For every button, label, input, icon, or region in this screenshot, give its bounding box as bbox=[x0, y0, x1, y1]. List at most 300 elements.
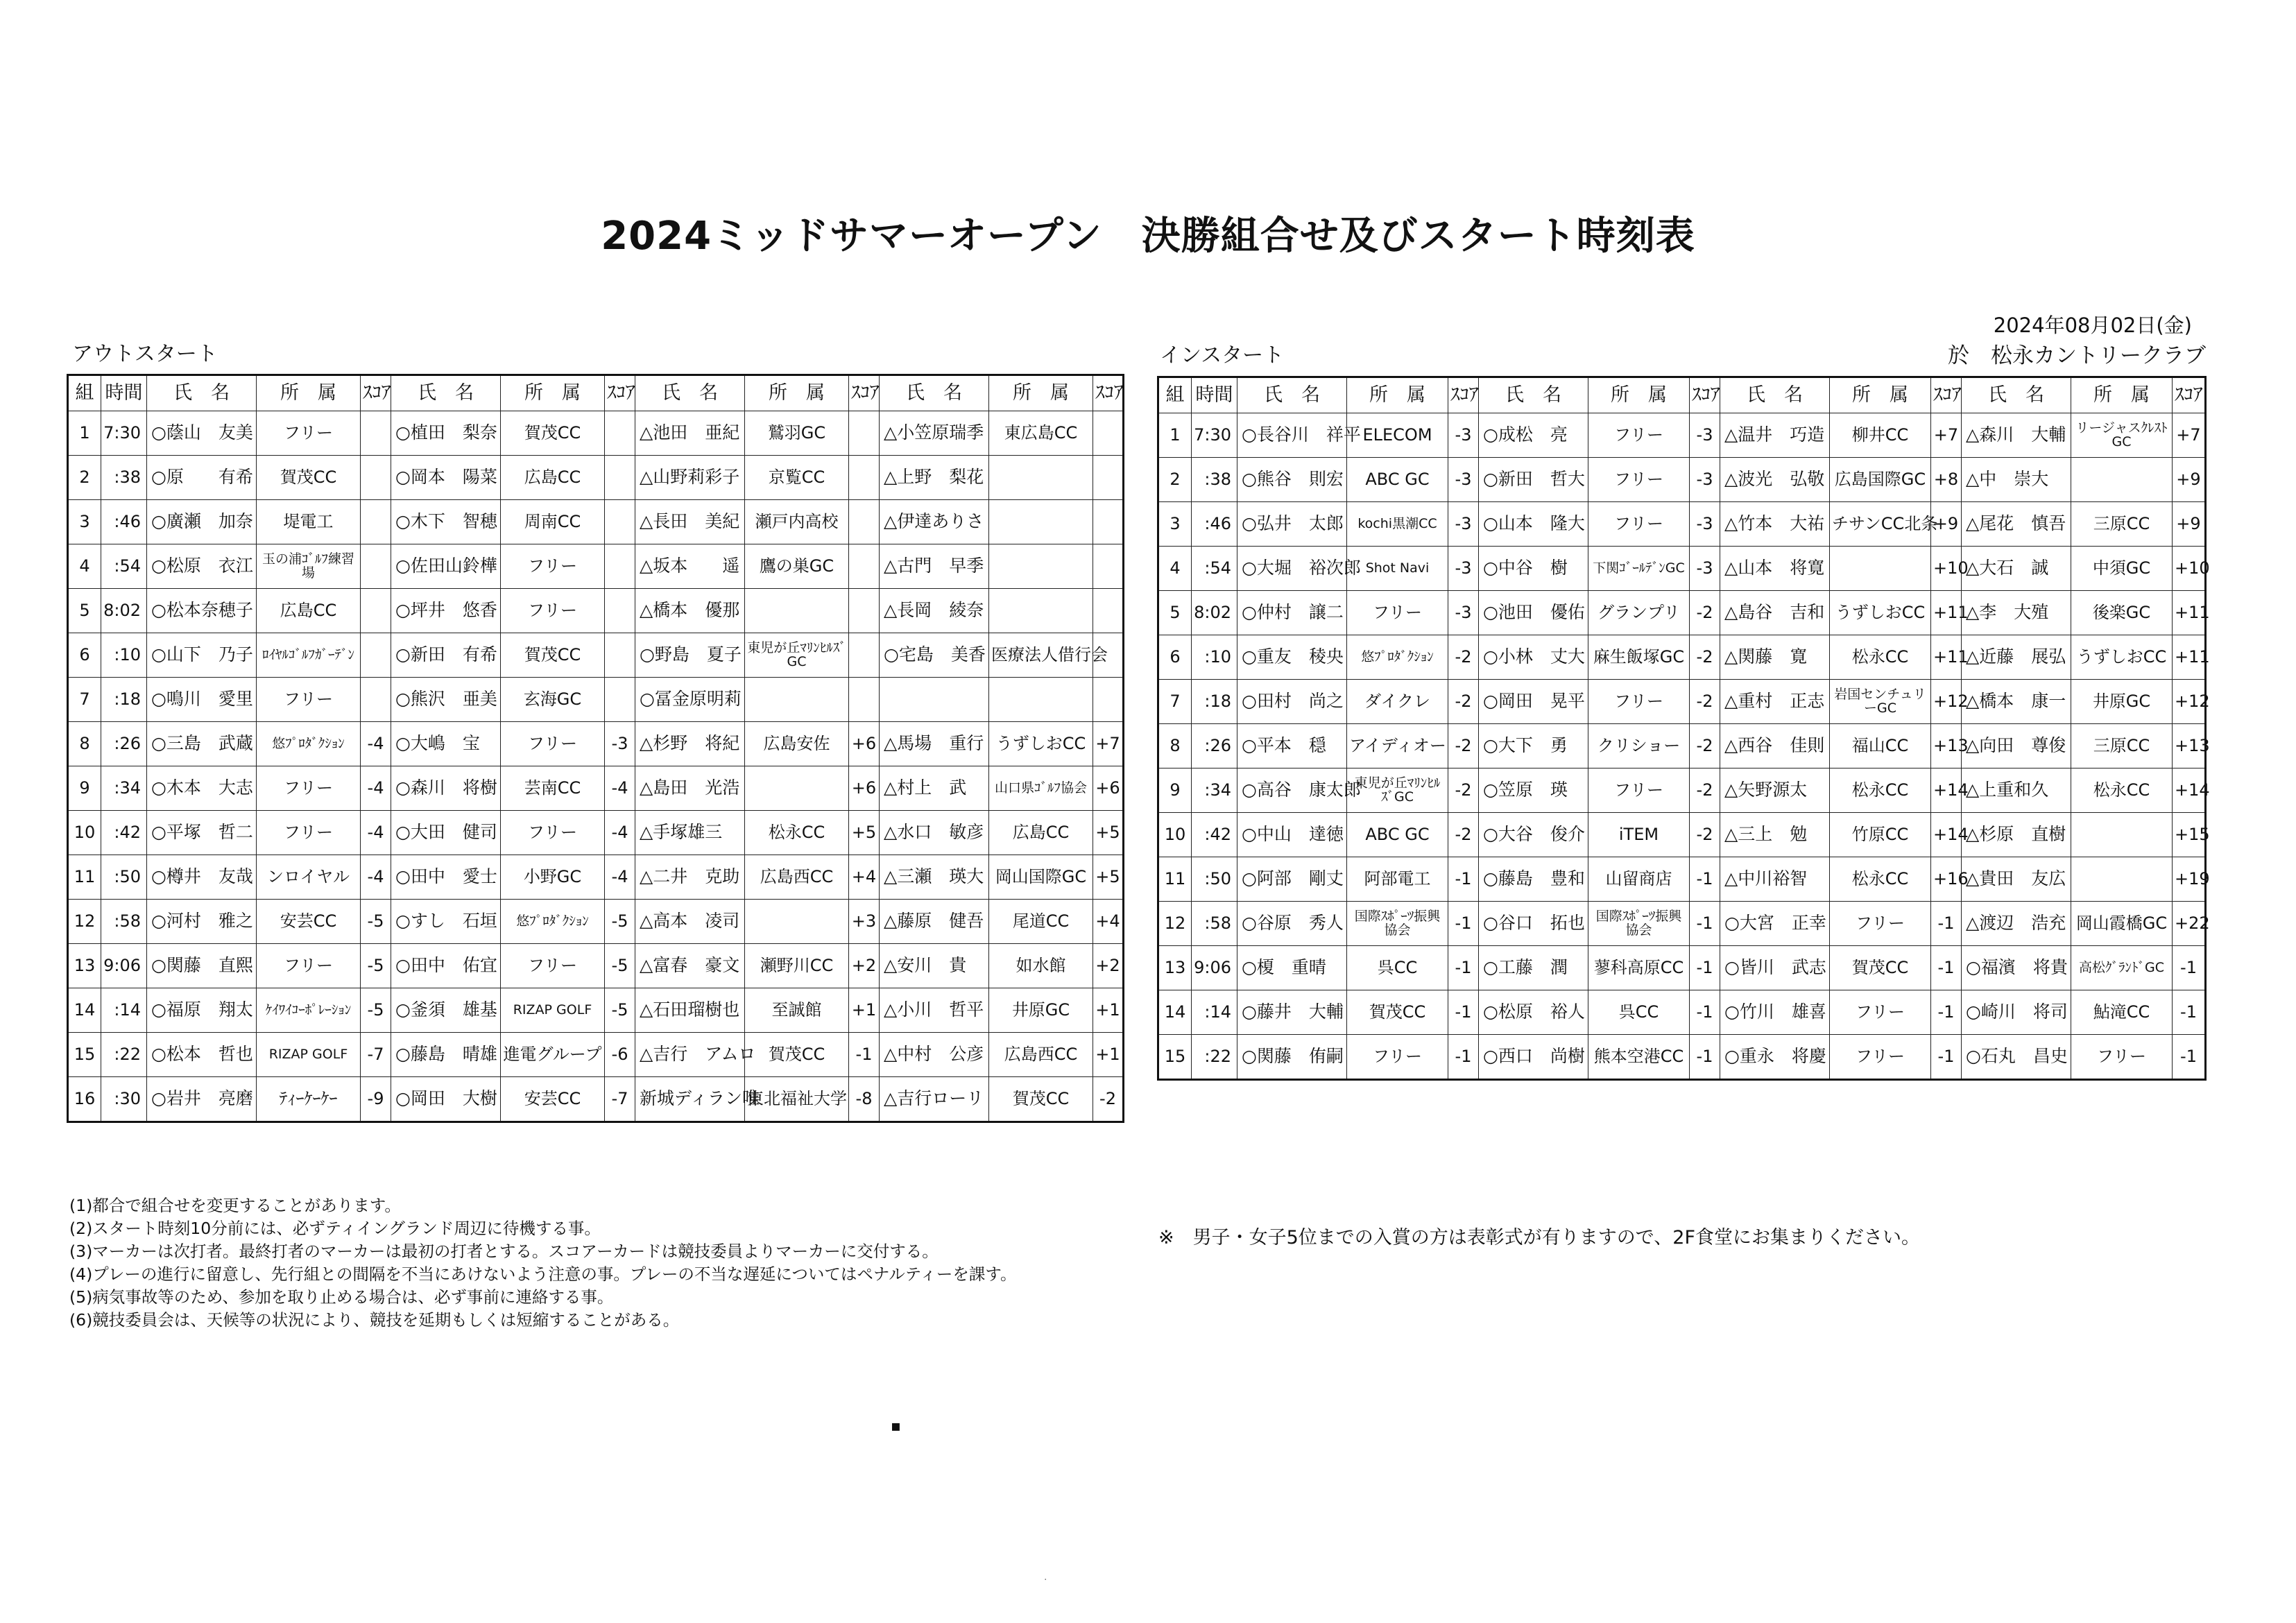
player-name-cell: △大石 誠 bbox=[1962, 547, 2071, 591]
affiliation-cell: うずしおCC bbox=[2071, 635, 2173, 680]
start-time-cell: :46 bbox=[1192, 502, 1237, 547]
start-time-cell: :34 bbox=[1192, 768, 1237, 813]
start-time-cell: :42 bbox=[1192, 813, 1237, 857]
affiliation-cell: 賀茂CC bbox=[989, 1077, 1093, 1122]
note-item: (3)マーカーは次打者。最終打者のマーカーは最初の打者とする。スコアーカードは競技委員よりマーカーに交付する。 bbox=[69, 1242, 939, 1261]
score-cell: -2 bbox=[1448, 724, 1479, 768]
player-name-cell: △伊達ありさ bbox=[880, 500, 989, 544]
table-row bbox=[1158, 1035, 2206, 1080]
player-name-cell: ○新田 哲大 bbox=[1479, 458, 1588, 502]
table-row bbox=[1158, 413, 2206, 458]
start-time-cell: :26 bbox=[1192, 724, 1237, 768]
start-time-cell: :10 bbox=[101, 633, 147, 678]
score-cell: -4 bbox=[605, 855, 635, 900]
affiliation-cell: RIZAP GOLF bbox=[257, 1033, 361, 1077]
group-number-cell: 9 bbox=[1158, 768, 1192, 813]
score-cell: -5 bbox=[605, 988, 635, 1033]
score-cell: +5 bbox=[1093, 855, 1124, 900]
score-cell: +3 bbox=[849, 900, 880, 944]
player-name-cell: △安川 貴 bbox=[880, 944, 989, 988]
group-number-cell: 1 bbox=[68, 411, 101, 456]
player-name-cell: ○すし 石垣 bbox=[391, 900, 501, 944]
in-col-header: 氏 名 bbox=[1962, 377, 2071, 413]
out-body bbox=[68, 411, 1124, 1122]
affiliation-cell: アイディオー bbox=[1347, 724, 1448, 768]
player-name-cell: ○成松 亮 bbox=[1479, 413, 1588, 458]
note-item: (1)都合で組合せを変更することがあります。 bbox=[69, 1196, 401, 1215]
affiliation-cell: フリー bbox=[257, 411, 361, 456]
score-cell: +6 bbox=[849, 722, 880, 766]
score-cell bbox=[605, 544, 635, 589]
score-cell: -7 bbox=[605, 1077, 635, 1122]
player-name-cell: △藤原 健吾 bbox=[880, 900, 989, 944]
affiliation-cell: フリー bbox=[501, 589, 605, 633]
affiliation-cell: 周南CC bbox=[501, 500, 605, 544]
score-cell bbox=[1093, 589, 1124, 633]
score-cell bbox=[1093, 456, 1124, 500]
score-cell: +1 bbox=[849, 988, 880, 1033]
score-cell: -5 bbox=[361, 900, 391, 944]
affiliation-cell: 京覧CC bbox=[745, 456, 849, 500]
affiliation-cell: kochi黒潮CC bbox=[1347, 502, 1448, 547]
score-cell: +14 bbox=[2173, 768, 2206, 813]
out-start-label: アウトスタート bbox=[72, 342, 218, 366]
affiliation-cell: 鷹の巣GC bbox=[745, 544, 849, 589]
player-name-cell: ○岩井 亮磨 bbox=[147, 1077, 257, 1122]
affiliation-cell: 阿部電工 bbox=[1347, 857, 1448, 902]
score-cell bbox=[361, 633, 391, 678]
player-name-cell: △中村 公彦 bbox=[880, 1033, 989, 1077]
player-name-cell: ○藤島 豊和 bbox=[1479, 857, 1588, 902]
score-cell: +10 bbox=[2173, 547, 2206, 591]
affiliation-cell: ﾛｲﾔﾙｺﾞﾙﾌｶﾞｰﾃﾞﾝ bbox=[257, 633, 361, 678]
player-name-cell: △富春 豪文 bbox=[635, 944, 745, 988]
score-cell: -9 bbox=[361, 1077, 391, 1122]
score-cell: +6 bbox=[849, 766, 880, 811]
player-name-cell: △杉原 直樹 bbox=[1962, 813, 2071, 857]
affiliation-cell: 玄海GC bbox=[501, 678, 605, 722]
affiliation-cell: 悠ﾌﾟﾛﾀﾞｸｼｮﾝ bbox=[1347, 635, 1448, 680]
affiliation-cell: 高松ｸﾞﾗﾝﾄﾞGC bbox=[2071, 946, 2173, 990]
score-cell: +13 bbox=[2173, 724, 2206, 768]
player-name-cell: ○大宮 正幸 bbox=[1720, 902, 1830, 946]
affiliation-cell bbox=[989, 456, 1093, 500]
player-name-cell: ○阿部 剛丈 bbox=[1237, 857, 1347, 902]
score-cell bbox=[361, 500, 391, 544]
affiliation-cell: 呉CC bbox=[1347, 946, 1448, 990]
player-name-cell: △小笠原瑞季 bbox=[880, 411, 989, 456]
affiliation-cell: 山留商店 bbox=[1588, 857, 1690, 902]
note-item: (6)競技委員会は、天候等の状況により、競技を延期もしくは短縮することがある。 bbox=[69, 1310, 680, 1330]
note-item: (4)プレーの進行に留意し、先行組との間隔を不当にあけないよう注意の事。プレーの不当な遅延についてはペナルティーを課す。 bbox=[69, 1264, 1017, 1284]
in-col-header: 所 属 bbox=[2071, 377, 2173, 413]
player-name-cell: ○松原 衣江 bbox=[147, 544, 257, 589]
score-cell: -4 bbox=[605, 766, 635, 811]
score-cell: -3 bbox=[1448, 547, 1479, 591]
score-cell: +5 bbox=[1093, 811, 1124, 855]
group-number-cell: 15 bbox=[68, 1033, 101, 1077]
affiliation-cell: フリー bbox=[1588, 680, 1690, 724]
table-row bbox=[1158, 635, 2206, 680]
score-cell: +14 bbox=[1931, 813, 1962, 857]
score-cell: -8 bbox=[849, 1077, 880, 1122]
player-name-cell: △渡辺 浩充 bbox=[1962, 902, 2071, 946]
player-name-cell: ○工藤 潤 bbox=[1479, 946, 1588, 990]
score-cell: -2 bbox=[1690, 591, 1720, 635]
player-name-cell: ○熊谷 則宏 bbox=[1237, 458, 1347, 502]
table-row bbox=[1158, 990, 2206, 1035]
table-row bbox=[1158, 813, 2206, 857]
affiliation-cell bbox=[745, 900, 849, 944]
affiliation-cell: RIZAP GOLF bbox=[501, 988, 605, 1033]
score-cell: -1 bbox=[1448, 990, 1479, 1035]
player-name-cell: △矢野源太 bbox=[1720, 768, 1830, 813]
in-col-header: 所 属 bbox=[1347, 377, 1448, 413]
affiliation-cell: 広島CC bbox=[989, 811, 1093, 855]
score-cell: -2 bbox=[1448, 813, 1479, 857]
player-name-cell: △池田 亜紀 bbox=[635, 411, 745, 456]
score-cell: -1 bbox=[1931, 990, 1962, 1035]
affiliation-cell: 山口県ｺﾞﾙﾌ協会 bbox=[989, 766, 1093, 811]
affiliation-cell: フリー bbox=[257, 766, 361, 811]
player-name-cell: △長岡 綾奈 bbox=[880, 589, 989, 633]
group-number-cell: 4 bbox=[68, 544, 101, 589]
player-name-cell: ○木本 大志 bbox=[147, 766, 257, 811]
score-cell: -2 bbox=[1448, 680, 1479, 724]
score-cell bbox=[1093, 500, 1124, 544]
player-name-cell: △高本 凌司 bbox=[635, 900, 745, 944]
affiliation-cell: 井原GC bbox=[2071, 680, 2173, 724]
in-header-row bbox=[1158, 377, 2206, 413]
affiliation-cell: フリー bbox=[1588, 413, 1690, 458]
table-row bbox=[1158, 768, 2206, 813]
venue: 於 松永カントリークラブ bbox=[1948, 343, 2206, 368]
group-number-cell: 4 bbox=[1158, 547, 1192, 591]
score-cell: -4 bbox=[361, 766, 391, 811]
affiliation-cell: 柳井CC bbox=[1830, 413, 1931, 458]
score-cell: -1 bbox=[1690, 990, 1720, 1035]
player-name-cell: △尾花 慎吾 bbox=[1962, 502, 2071, 547]
player-name-cell: △貴田 友広 bbox=[1962, 857, 2071, 902]
score-cell bbox=[849, 411, 880, 456]
score-cell bbox=[1093, 411, 1124, 456]
group-number-cell: 10 bbox=[68, 811, 101, 855]
player-name-cell: △村上 武 bbox=[880, 766, 989, 811]
player-name-cell: ○廣瀬 加奈 bbox=[147, 500, 257, 544]
affiliation-cell: ﾃｨｰｹｰｹｰ bbox=[257, 1077, 361, 1122]
player-name-cell: ○野島 夏子 bbox=[635, 633, 745, 678]
affiliation-cell: フリー bbox=[501, 811, 605, 855]
player-name-cell: △水口 敏彦 bbox=[880, 811, 989, 855]
player-name-cell: ○岡田 晃平 bbox=[1479, 680, 1588, 724]
out-col-header: 氏 名 bbox=[147, 375, 257, 411]
score-cell bbox=[361, 589, 391, 633]
affiliation-cell: うずしおCC bbox=[1830, 591, 1931, 635]
score-cell: +1 bbox=[1093, 1033, 1124, 1077]
score-cell: -3 bbox=[1690, 458, 1720, 502]
score-cell: -2 bbox=[1690, 724, 1720, 768]
affiliation-cell: 賀茂CC bbox=[501, 633, 605, 678]
table-row bbox=[68, 544, 1124, 589]
affiliation-cell: フリー bbox=[2071, 1035, 2173, 1080]
affiliation-cell: 賀茂CC bbox=[1830, 946, 1931, 990]
player-name-cell: △山本 将寛 bbox=[1720, 547, 1830, 591]
score-cell: -1 bbox=[1448, 857, 1479, 902]
affiliation-cell: 国際ｽﾎﾟｰﾂ振興協会 bbox=[1347, 902, 1448, 946]
score-cell bbox=[605, 411, 635, 456]
affiliation-cell: クリショー bbox=[1588, 724, 1690, 768]
player-name-cell: ○仲村 譲二 bbox=[1237, 591, 1347, 635]
affiliation-cell bbox=[745, 589, 849, 633]
score-cell bbox=[849, 500, 880, 544]
player-name-cell: △二井 克助 bbox=[635, 855, 745, 900]
affiliation-cell: 中須GC bbox=[2071, 547, 2173, 591]
affiliation-cell: フリー bbox=[257, 678, 361, 722]
start-time-cell: :50 bbox=[101, 855, 147, 900]
player-name-cell: △山野莉彩子 bbox=[635, 456, 745, 500]
affiliation-cell: 賀茂CC bbox=[501, 411, 605, 456]
group-number-cell: 13 bbox=[1158, 946, 1192, 990]
score-cell: -5 bbox=[361, 988, 391, 1033]
start-time-cell: :50 bbox=[1192, 857, 1237, 902]
start-time-cell: :54 bbox=[1192, 547, 1237, 591]
player-name-cell: △温井 巧造 bbox=[1720, 413, 1830, 458]
player-name-cell: ○松本 哲也 bbox=[147, 1033, 257, 1077]
affiliation-cell: 松永CC bbox=[1830, 857, 1931, 902]
player-name-cell: ○関藤 直熙 bbox=[147, 944, 257, 988]
affiliation-cell: 広島西CC bbox=[989, 1033, 1093, 1077]
score-cell: +9 bbox=[2173, 502, 2206, 547]
start-time-cell: :46 bbox=[101, 500, 147, 544]
affiliation-cell: フリー bbox=[1830, 902, 1931, 946]
score-cell: -1 bbox=[1690, 857, 1720, 902]
table-row bbox=[1158, 946, 2206, 990]
player-name-cell: ○藤井 大輔 bbox=[1237, 990, 1347, 1035]
group-number-cell: 3 bbox=[68, 500, 101, 544]
start-time-cell: :34 bbox=[101, 766, 147, 811]
group-number-cell: 6 bbox=[1158, 635, 1192, 680]
group-number-cell: 14 bbox=[68, 988, 101, 1033]
score-cell: -2 bbox=[1690, 768, 1720, 813]
score-cell: +22 bbox=[2173, 902, 2206, 946]
player-name-cell: ○小林 丈大 bbox=[1479, 635, 1588, 680]
affiliation-cell: フリー bbox=[1588, 502, 1690, 547]
group-number-cell: 16 bbox=[68, 1077, 101, 1122]
affiliation-cell: 松永CC bbox=[1830, 768, 1931, 813]
affiliation-cell: 小野GC bbox=[501, 855, 605, 900]
affiliation-cell: 悠ﾌﾟﾛﾀﾞｸｼｮﾝ bbox=[257, 722, 361, 766]
affiliation-cell: ｹｲﾜｲｺｰﾎﾟﾚｰｼｮﾝ bbox=[257, 988, 361, 1033]
score-cell: -1 bbox=[1690, 902, 1720, 946]
table-row bbox=[68, 633, 1124, 678]
score-cell: +2 bbox=[1093, 944, 1124, 988]
score-cell: -3 bbox=[1448, 502, 1479, 547]
affiliation-cell bbox=[1830, 547, 1931, 591]
player-name-cell: △波光 弘敬 bbox=[1720, 458, 1830, 502]
score-cell: -2 bbox=[1448, 768, 1479, 813]
score-cell: +10 bbox=[1931, 547, 1962, 591]
player-name-cell: ○田中 愛士 bbox=[391, 855, 501, 900]
affiliation-cell: フリー bbox=[1588, 458, 1690, 502]
group-number-cell: 5 bbox=[68, 589, 101, 633]
in-col-header: 所 属 bbox=[1588, 377, 1690, 413]
affiliation-cell: ンロイヤル bbox=[257, 855, 361, 900]
group-number-cell: 7 bbox=[68, 678, 101, 722]
note-item: (2)スタート時刻10分前には、必ずティイングランド周辺に待機する事。 bbox=[69, 1219, 601, 1238]
score-cell: +8 bbox=[1931, 458, 1962, 502]
player-name-cell: △長田 美紀 bbox=[635, 500, 745, 544]
player-name-cell: △向田 尊俊 bbox=[1962, 724, 2071, 768]
affiliation-cell: 如水館 bbox=[989, 944, 1093, 988]
score-cell bbox=[605, 678, 635, 722]
player-name-cell: ○大谷 俊介 bbox=[1479, 813, 1588, 857]
affiliation-cell bbox=[2071, 458, 2173, 502]
score-cell: -5 bbox=[361, 944, 391, 988]
out-col-header: ｽｺｱ bbox=[849, 375, 880, 411]
score-cell: -7 bbox=[361, 1033, 391, 1077]
score-cell: -1 bbox=[1690, 1035, 1720, 1080]
player-name-cell: ○石丸 昌史 bbox=[1962, 1035, 2071, 1080]
affiliation-cell: フリー bbox=[257, 944, 361, 988]
score-cell: +15 bbox=[2173, 813, 2206, 857]
out-col-header: 氏 名 bbox=[635, 375, 745, 411]
start-time-cell: :26 bbox=[101, 722, 147, 766]
score-cell: -3 bbox=[1448, 591, 1479, 635]
table-row bbox=[68, 855, 1124, 900]
score-cell bbox=[605, 633, 635, 678]
player-name-cell: △橋本 優那 bbox=[635, 589, 745, 633]
score-cell: -4 bbox=[361, 855, 391, 900]
player-name-cell: ○竹川 雄喜 bbox=[1720, 990, 1830, 1035]
score-cell: +11 bbox=[2173, 635, 2206, 680]
table-row bbox=[68, 589, 1124, 633]
scan-mark: · bbox=[1044, 1574, 1047, 1586]
player-name-cell: △石田瑠樹也 bbox=[635, 988, 745, 1033]
player-name-cell: ○大堀 裕次郎 bbox=[1237, 547, 1347, 591]
score-cell: +14 bbox=[1931, 768, 1962, 813]
out-col-header: 所 属 bbox=[501, 375, 605, 411]
affiliation-cell: ダイクレ bbox=[1347, 680, 1448, 724]
player-name-cell: ○田中 佑宜 bbox=[391, 944, 501, 988]
player-name-cell: △吉行 アムロ bbox=[635, 1033, 745, 1077]
player-name-cell: △馬場 重行 bbox=[880, 722, 989, 766]
affiliation-cell: フリー bbox=[1830, 1035, 1931, 1080]
affiliation-cell: 悠ﾌﾟﾛﾀﾞｸｼｮﾝ bbox=[501, 900, 605, 944]
table-row bbox=[68, 811, 1124, 855]
player-name-cell: ○樽井 友哉 bbox=[147, 855, 257, 900]
group-number-cell: 8 bbox=[68, 722, 101, 766]
player-name-cell: ○大下 勇 bbox=[1479, 724, 1588, 768]
group-number-cell: 11 bbox=[1158, 857, 1192, 902]
score-cell: +7 bbox=[1931, 413, 1962, 458]
group-number-cell: 12 bbox=[1158, 902, 1192, 946]
score-cell: +11 bbox=[1931, 635, 1962, 680]
player-name-cell: △三上 勉 bbox=[1720, 813, 1830, 857]
score-cell bbox=[849, 589, 880, 633]
player-name-cell: ○大嶋 宝 bbox=[391, 722, 501, 766]
affiliation-cell: 東児が丘ﾏﾘﾝﾋﾙｽﾞGC bbox=[1347, 768, 1448, 813]
group-number-cell: 7 bbox=[1158, 680, 1192, 724]
player-name-cell: ○熊沢 亜美 bbox=[391, 678, 501, 722]
player-name-cell: △西谷 佳則 bbox=[1720, 724, 1830, 768]
affiliation-cell: 東北福祉大学 bbox=[745, 1077, 849, 1122]
affiliation-cell: 玉の浦ｺﾞﾙﾌ練習場 bbox=[257, 544, 361, 589]
player-name-cell: △三瀬 瑛大 bbox=[880, 855, 989, 900]
player-name-cell: △島田 光浩 bbox=[635, 766, 745, 811]
player-name-cell: ○平本 穏 bbox=[1237, 724, 1347, 768]
affiliation-cell: iTEM bbox=[1588, 813, 1690, 857]
table-row bbox=[1158, 902, 2206, 946]
player-name-cell: ○西口 尚樹 bbox=[1479, 1035, 1588, 1080]
affiliation-cell: 賀茂CC bbox=[1347, 990, 1448, 1035]
affiliation-cell: 賀茂CC bbox=[745, 1033, 849, 1077]
affiliation-cell bbox=[745, 766, 849, 811]
out-col-header: 所 属 bbox=[989, 375, 1093, 411]
affiliation-cell: 広島CC bbox=[501, 456, 605, 500]
affiliation-cell: 広島安佐 bbox=[745, 722, 849, 766]
affiliation-cell: 尾道CC bbox=[989, 900, 1093, 944]
player-name-cell: ○谷口 拓也 bbox=[1479, 902, 1588, 946]
score-cell: -1 bbox=[2173, 1035, 2206, 1080]
score-cell: -4 bbox=[361, 811, 391, 855]
score-cell: -4 bbox=[605, 811, 635, 855]
table-row bbox=[1158, 547, 2206, 591]
player-name-cell: ○池田 優佑 bbox=[1479, 591, 1588, 635]
affiliation-cell bbox=[2071, 857, 2173, 902]
score-cell: +4 bbox=[1093, 900, 1124, 944]
player-name-cell: △中 崇大 bbox=[1962, 458, 2071, 502]
affiliation-cell: 賀茂CC bbox=[257, 456, 361, 500]
player-name-cell: ○新田 有希 bbox=[391, 633, 501, 678]
player-name-cell: △橋本 康一 bbox=[1962, 680, 2071, 724]
affiliation-cell: フリー bbox=[501, 544, 605, 589]
affiliation-cell: チサンCC北条 bbox=[1830, 502, 1931, 547]
player-name-cell: △吉行ローリ bbox=[880, 1077, 989, 1122]
score-cell: -1 bbox=[1448, 946, 1479, 990]
affiliation-cell bbox=[989, 500, 1093, 544]
affiliation-cell: 岡山霞橋GC bbox=[2071, 902, 2173, 946]
score-cell: +16 bbox=[1931, 857, 1962, 902]
affiliation-cell: 福山CC bbox=[1830, 724, 1931, 768]
score-cell: -3 bbox=[1448, 458, 1479, 502]
group-number-cell: 6 bbox=[68, 633, 101, 678]
score-cell bbox=[605, 589, 635, 633]
affiliation-cell: 鷲羽GC bbox=[745, 411, 849, 456]
affiliation-cell: 竹原CC bbox=[1830, 813, 1931, 857]
player-name-cell: △近藤 展弘 bbox=[1962, 635, 2071, 680]
affiliation-cell: うずしおCC bbox=[989, 722, 1093, 766]
group-number-cell: 10 bbox=[1158, 813, 1192, 857]
player-name-cell: △関藤 寛 bbox=[1720, 635, 1830, 680]
out-col-header: 組 bbox=[68, 375, 101, 411]
group-number-cell: 14 bbox=[1158, 990, 1192, 1035]
start-time-cell: :38 bbox=[101, 456, 147, 500]
player-name-cell: ○山本 隆大 bbox=[1479, 502, 1588, 547]
in-col-header: 時間 bbox=[1192, 377, 1237, 413]
start-time-cell: :14 bbox=[101, 988, 147, 1033]
in-col-header: 組 bbox=[1158, 377, 1192, 413]
player-name-cell: ○冨金原明莉 bbox=[635, 678, 745, 722]
in-col-header: 所 属 bbox=[1830, 377, 1931, 413]
table-row bbox=[68, 411, 1124, 456]
player-name-cell: ○谷原 秀人 bbox=[1237, 902, 1347, 946]
player-name-cell: ○福濱 将貴 bbox=[1962, 946, 2071, 990]
score-cell bbox=[849, 544, 880, 589]
player-name-cell: ○中山 達徳 bbox=[1237, 813, 1347, 857]
affiliation-cell: 松永CC bbox=[1830, 635, 1931, 680]
player-name-cell: △上重和久 bbox=[1962, 768, 2071, 813]
player-name-cell: △島谷 吉和 bbox=[1720, 591, 1830, 635]
